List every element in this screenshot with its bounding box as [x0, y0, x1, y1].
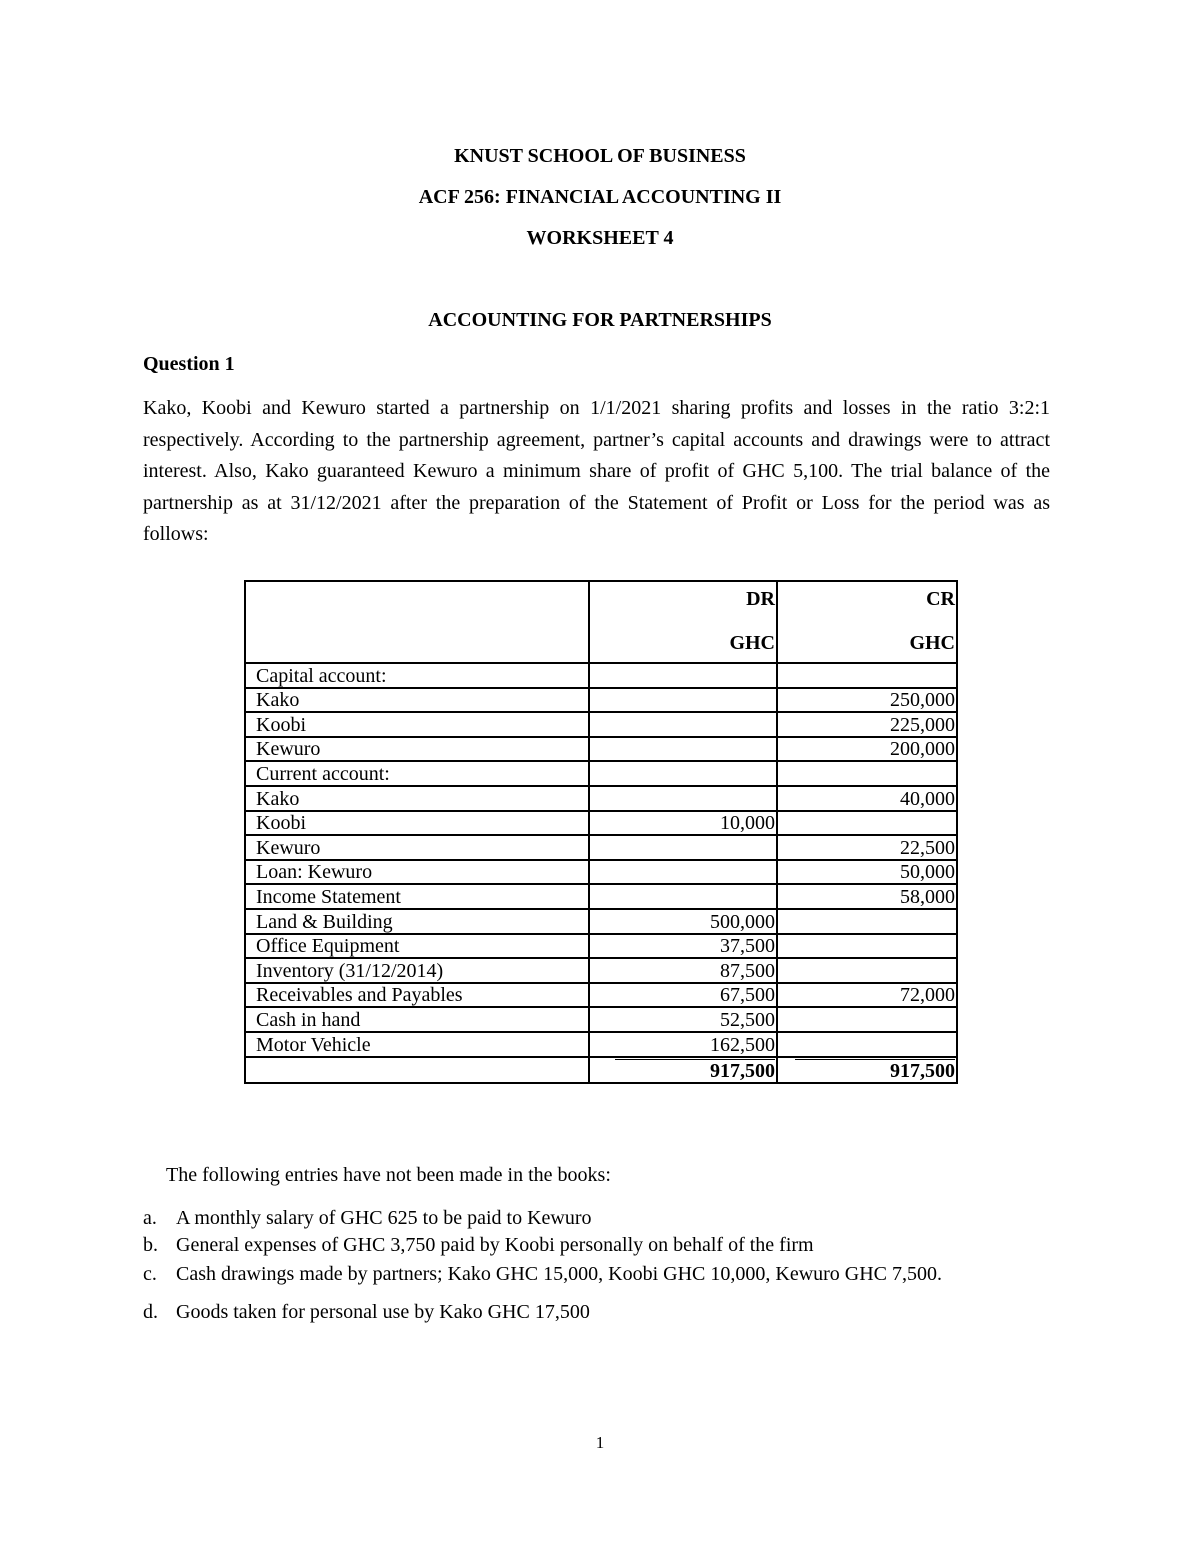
table-row [245, 786, 957, 811]
dr-amount [589, 761, 777, 786]
cr-amount: 40,000 [777, 786, 957, 811]
cr-amount: 250,000 [777, 688, 957, 713]
table-row [245, 737, 957, 762]
trial-balance-table [244, 580, 958, 1084]
cr-amount [777, 934, 957, 959]
cr-amount: 22,500 [777, 835, 957, 860]
table-row [245, 712, 957, 737]
table-row [245, 884, 957, 909]
cr-amount [777, 811, 957, 836]
dr-amount: 162,500 [589, 1032, 777, 1057]
account-label: Cash in hand [245, 1007, 589, 1032]
table-row [245, 688, 957, 713]
cr-amount [777, 1007, 957, 1032]
account-label: Motor Vehicle [245, 1032, 589, 1057]
cr-header-cell [777, 581, 957, 663]
account-label: Kako [245, 786, 589, 811]
account-label: Kewuro [245, 835, 589, 860]
cr-amount: 50,000 [777, 860, 957, 885]
table-row [245, 1007, 957, 1032]
institution-title: KNUST SCHOOL OF BUSINESS [454, 145, 746, 167]
page-number: 1 [595, 1433, 605, 1452]
entries-list [143, 1205, 1043, 1326]
total-cr-cell [777, 1057, 957, 1083]
dr-amount [589, 884, 777, 909]
cr-amount: 200,000 [777, 737, 957, 762]
cr-amount [777, 761, 957, 786]
account-label: Current account: [245, 761, 589, 786]
total-dr: 917,500 [615, 1059, 775, 1082]
table-row [245, 761, 957, 786]
table-row [245, 860, 957, 885]
cr-amount [777, 663, 957, 688]
account-label: Kako [245, 688, 589, 713]
table-row [245, 909, 957, 934]
total-row [245, 1057, 957, 1083]
table-row [245, 934, 957, 959]
dr-header-cell [589, 581, 777, 663]
cr-amount [777, 958, 957, 983]
total-dr-cell [589, 1057, 777, 1083]
dr-amount [589, 786, 777, 811]
course-title: ACF 256: FINANCIAL ACCOUNTING II [418, 186, 782, 208]
account-label: Koobi [245, 811, 589, 836]
dr-amount: 500,000 [589, 909, 777, 934]
cr-amount: 225,000 [777, 712, 957, 737]
list-item-marker: c. [143, 1263, 157, 1285]
list-item [143, 1299, 1043, 1326]
worksheet-title: WORKSHEET 4 [526, 227, 674, 249]
list-item-text: Cash drawings made by partners; Kako GHC 15,000, Koobi GHC 10,000, Kewuro GHC 7,500. [176, 1263, 943, 1285]
dr-amount [589, 860, 777, 885]
list-item-marker: a. [143, 1207, 157, 1229]
list-item-marker: b. [143, 1234, 158, 1256]
account-label: Inventory (31/12/2014) [245, 958, 589, 983]
header-blank-cell [245, 581, 589, 663]
total-blank-cell [245, 1057, 589, 1083]
account-label: Income Statement [245, 884, 589, 909]
table-row [245, 811, 957, 836]
cr-amount [777, 1032, 957, 1057]
dr-amount: 10,000 [589, 811, 777, 836]
list-item [143, 1205, 1043, 1232]
account-label: Land & Building [245, 909, 589, 934]
account-label: Koobi [245, 712, 589, 737]
list-item [143, 1259, 1043, 1289]
dr-amount [589, 737, 777, 762]
cr-header: CR [926, 588, 955, 610]
table-row [245, 983, 957, 1008]
account-label: Capital account: [245, 663, 589, 688]
dr-currency: GHC [729, 632, 775, 654]
table-row [245, 663, 957, 688]
total-cr: 917,500 [795, 1059, 955, 1082]
dr-amount: 37,500 [589, 934, 777, 959]
account-label: Kewuro [245, 737, 589, 762]
list-item-text: General expenses of GHC 3,750 paid by Koobi personally on behalf of the firm [176, 1234, 814, 1256]
account-label: Receivables and Payables [245, 983, 589, 1008]
cr-amount: 58,000 [777, 884, 957, 909]
dr-amount [589, 712, 777, 737]
table-row [245, 1032, 957, 1057]
entries-lead: The following entries have not been made in the books: [166, 1164, 611, 1186]
list-item-text: A monthly salary of GHC 625 to be paid to Kewuro [176, 1207, 592, 1229]
list-item-text: Goods taken for personal use by Kako GHC 17,500 [176, 1301, 590, 1323]
dr-amount: 52,500 [589, 1007, 777, 1032]
cr-amount [777, 909, 957, 934]
account-label: Loan: Kewuro [245, 860, 589, 885]
table-header-row [245, 581, 957, 663]
dr-amount [589, 663, 777, 688]
table-row [245, 958, 957, 983]
dr-amount: 67,500 [589, 983, 777, 1008]
cr-amount: 72,000 [777, 983, 957, 1008]
list-item [143, 1232, 1043, 1259]
question-heading: Question 1 [143, 353, 235, 375]
dr-amount: 87,500 [589, 958, 777, 983]
dr-header: DR [746, 588, 775, 610]
dr-amount [589, 835, 777, 860]
dr-amount [589, 688, 777, 713]
question-paragraph: Kako, Koobi and Kewuro started a partnership on 1/1/2021 sharing profits and losses in the ratio 3:2:1 respectively. According to the partnership agreement, partner’s capital accounts and drawings were to attract interest. Also, Kako guaranteed Kewuro a minimum share of profit of GHC 5,100. The trial balance of the partnership as at 31/12/2021 after the preparation of the Statement of Profit or Loss for the period was as follows: [143, 397, 1050, 545]
table-row [245, 835, 957, 860]
list-item-marker: d. [143, 1301, 158, 1323]
topic-title: ACCOUNTING FOR PARTNERSHIPS [428, 309, 772, 331]
account-label: Office Equipment [245, 934, 589, 959]
cr-currency: GHC [909, 632, 955, 654]
